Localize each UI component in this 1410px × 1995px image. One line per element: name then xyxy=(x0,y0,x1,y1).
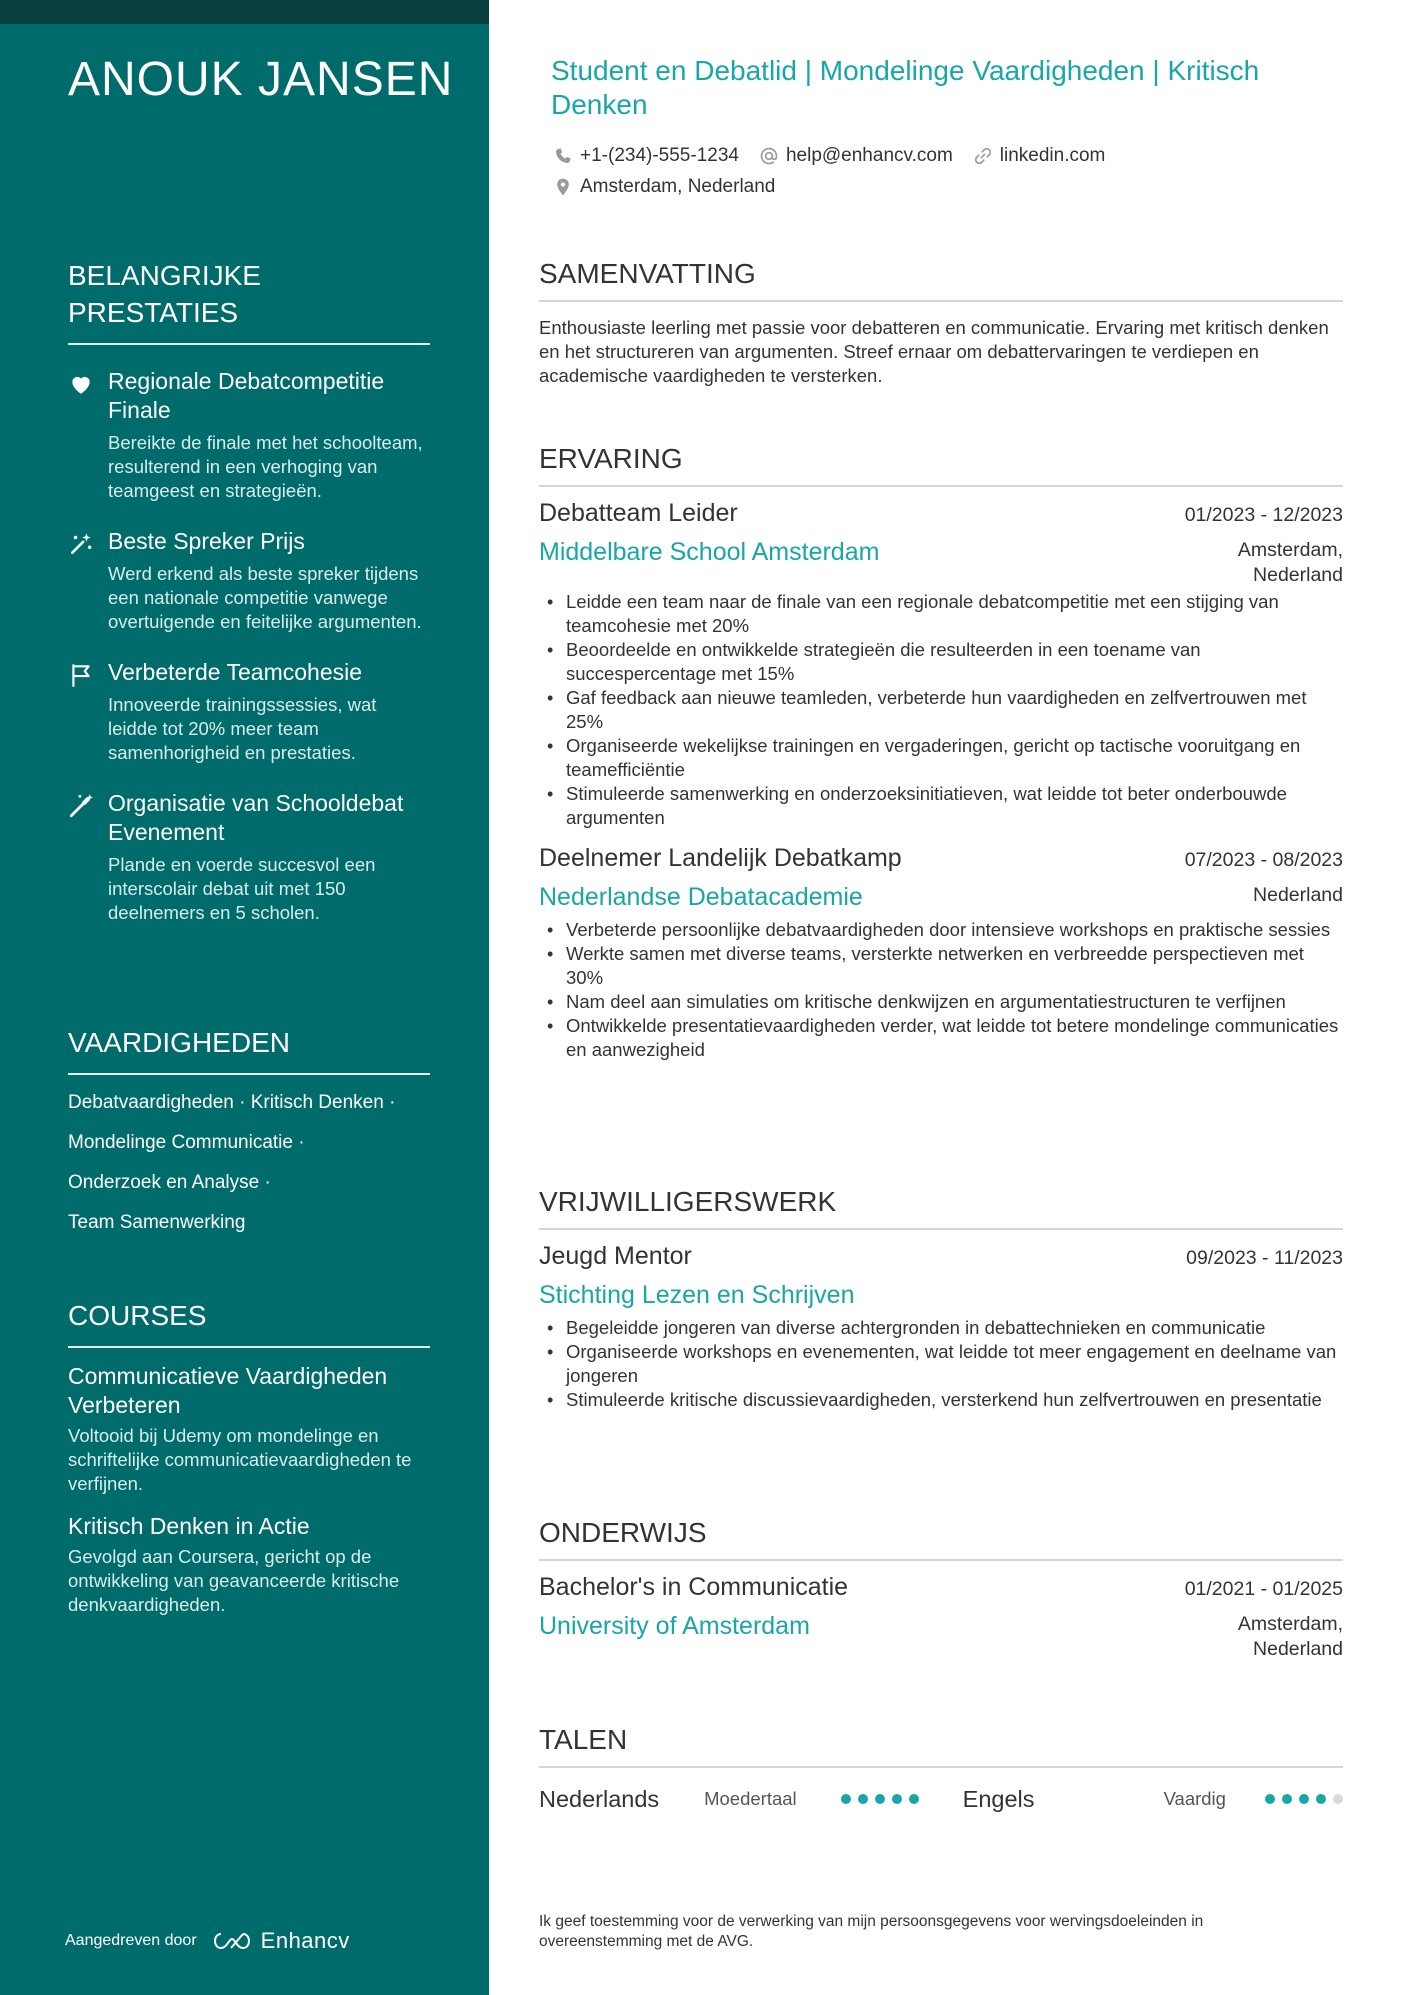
course-title: Kritisch Denken in Actie xyxy=(68,1513,310,1539)
achievement-title: Verbeterde Teamcohesie xyxy=(108,659,363,685)
bullet-item: • Stimuleerde kritische discussievaardigheden, versterkend hun zelfvertrouwen en presentatie xyxy=(539,1388,1343,1412)
enhancv-logo[interactable] xyxy=(209,1928,350,1954)
bullet-item: • Nam deel aan simulaties om kritische denkwijzen en argumentatiestructuren te verfijnen xyxy=(539,990,1343,1014)
education-section xyxy=(539,1515,1343,1662)
experience-heading: ERVARING xyxy=(539,441,1343,487)
courses-section xyxy=(68,1297,430,1617)
language-name: Nederlands xyxy=(539,1785,660,1812)
language-level: Vaardig xyxy=(1163,1788,1226,1809)
course-desc: Gevolgd aan Coursera, gericht op de ontwikkeling van geavanceerde kritische denkvaardigheden. xyxy=(68,1546,400,1615)
contact-email[interactable] xyxy=(759,145,953,167)
contact-info xyxy=(553,140,1343,202)
entry-bullets xyxy=(539,918,1343,1062)
rating-dot xyxy=(1299,1794,1309,1804)
entry-org: Middelbare School Amsterdam xyxy=(539,538,880,566)
summary-text: Enthousiaste leerling met passie voor debatteren en communicatie. Ervaring met kritisch denken en het structureren van argumenten. Streef ernaar om debattervaringen te verdiepen en academische vaardigheden te versterken. xyxy=(539,317,1329,386)
contact-location xyxy=(553,176,775,198)
languages-section xyxy=(539,1722,1343,1816)
courses-heading: COURSES xyxy=(68,1297,430,1348)
phone-text: +1-(234)-555-1234 xyxy=(580,144,739,166)
education-heading: ONDERWIJS xyxy=(539,1515,1343,1561)
achievement-item xyxy=(68,367,430,503)
course-item xyxy=(68,1362,430,1496)
sidebar-top-bar xyxy=(0,0,489,24)
skills-line: Team Samenwerking xyxy=(68,1212,246,1233)
skills-list xyxy=(68,1083,430,1243)
skills-line: Mondelinge Communicatie · xyxy=(68,1132,305,1153)
bullet-item: • Organiseerde workshops en evenementen, wat leidde tot meer engagement en deelname van jongeren xyxy=(539,1340,1343,1388)
rating-dot xyxy=(858,1794,868,1804)
powered-label: Aangedreven door xyxy=(65,1932,197,1949)
entry-bullets xyxy=(539,590,1343,830)
bullet-item: • Leidde een team naar de finale van een regionale debatcompetitie met een stijging van teamcohesie met 20% xyxy=(539,590,1343,638)
bullet-item: • Gaf feedback aan nieuwe teamleden, verbeterde hun vaardigheden en zelfvertrouwen met 25% xyxy=(539,686,1343,734)
gdpr-consent-note: Ik geef toestemming voor de verwerking van mijn persoonsgegevens voor wervingsdoeleinden in overeenstemming met de AVG. xyxy=(539,1913,1204,1950)
rating-dot xyxy=(1316,1794,1326,1804)
sidebar xyxy=(0,0,489,1995)
rating-dot xyxy=(1282,1794,1292,1804)
achievement-item xyxy=(68,658,430,765)
volunteer-entry xyxy=(539,1242,1343,1412)
achievement-desc: Innoveerde trainingssessies, wat leidde tot 20% meer team samenhorigheid en prestaties. xyxy=(108,694,377,763)
achievement-title: Organisatie van Schooldebat Evenement xyxy=(108,790,404,845)
education-entry xyxy=(539,1573,1343,1662)
email-text: help@enhancv.com xyxy=(785,144,953,166)
entry-org: Nederlandse Debatacademie xyxy=(539,883,863,911)
entry-bullets xyxy=(539,1316,1343,1412)
powered-by xyxy=(65,1928,350,1954)
course-title: Communicatieve Vaardigheden Verbeteren xyxy=(68,1363,388,1418)
infinity-icon xyxy=(209,1930,255,1952)
bullet-item: • Begeleidde jongeren van diverse achtergronden in debattechnieken en communicatie xyxy=(539,1316,1343,1340)
enhancv-brand: Enhancv xyxy=(260,1928,350,1953)
location-text: Amsterdam, Nederland xyxy=(580,175,776,197)
course-item xyxy=(68,1512,430,1617)
achievement-item xyxy=(68,527,430,634)
rating-dot xyxy=(1265,1794,1275,1804)
skills-heading: VAARDIGHEDEN xyxy=(68,1024,430,1075)
achievement-title: Regionale Debatcompetitie Finale xyxy=(108,368,385,423)
contact-phone[interactable] xyxy=(553,145,739,167)
entry-location: Nederland xyxy=(1253,884,1343,906)
entry-date: 07/2023 - 08/2023 xyxy=(1184,849,1343,871)
achievements-section xyxy=(68,257,430,925)
volunteer-heading: VRIJWILLIGERSWERK xyxy=(539,1184,1343,1230)
bullet-item: • Werkte samen met diverse teams, versterkte netwerken en verbreedde perspectieven met 30% xyxy=(539,942,1343,990)
language-name: Engels xyxy=(962,1785,1035,1812)
rating-dot xyxy=(892,1794,902,1804)
entry-title: Deelnemer Landelijk Debatkamp xyxy=(539,844,902,872)
rating-dot xyxy=(841,1794,851,1804)
entry-date: 09/2023 - 11/2023 xyxy=(1186,1247,1343,1269)
summary-section xyxy=(539,256,1343,388)
linkedin-text: linkedin.com xyxy=(999,144,1106,166)
achievement-desc: Bereikte de finale met het schoolteam, resulterend in een verhoging van teamgeest en strategieën. xyxy=(108,432,423,501)
skills-line: Onderzoek en Analyse · xyxy=(68,1172,271,1193)
link-icon xyxy=(973,146,993,166)
achievement-title: Beste Spreker Prijs xyxy=(108,528,305,554)
achievement-desc: Werd erkend als beste spreker tijdens een nationale competitie vanwege overtuigende en feitelijke argumenten. xyxy=(108,563,422,632)
wand-icon xyxy=(68,793,94,819)
bullet-item: • Stimuleerde samenwerking en onderzoeksinitiatieven, wat leidde tot beter onderbouwde argumenten xyxy=(539,782,1343,830)
magic-wand-icon xyxy=(68,531,94,557)
experience-entry xyxy=(539,844,1343,1062)
entry-location: Amsterdam, Nederland xyxy=(1237,539,1343,586)
achievement-desc: Plande en voerde succesvol een interscolair debat uit met 150 deelnemers en 5 scholen. xyxy=(108,854,376,923)
rating-dot xyxy=(1333,1794,1343,1804)
headline: Student en Debatlid | Mondelinge Vaardigheden | Kritisch Denken xyxy=(551,55,1260,120)
entry-org: University of Amsterdam xyxy=(539,1612,810,1640)
entry-date: 01/2023 - 12/2023 xyxy=(1184,504,1343,526)
phone-icon xyxy=(553,146,573,166)
bullet-item: • Verbeterde persoonlijke debatvaardigheden door intensieve workshops en praktische sessies xyxy=(539,918,1343,942)
language-rating xyxy=(841,1794,962,1804)
bullet-item: • Beoordeelde en ontwikkelde strategieën die resulteerden in een toename van succespercentage met 15% xyxy=(539,638,1343,686)
rating-dot xyxy=(909,1794,919,1804)
entry-title: Bachelor's in Communicatie xyxy=(539,1573,849,1601)
rating-dot xyxy=(875,1794,885,1804)
flag-icon xyxy=(68,662,94,688)
entry-location: Amsterdam, Nederland xyxy=(1237,1613,1343,1660)
languages-heading: TALEN xyxy=(539,1722,1343,1768)
bullet-item: • Ontwikkelde presentatievaardigheden verder, wat leidde tot betere mondelinge communicaties en aanwezigheid xyxy=(539,1014,1343,1062)
at-icon xyxy=(759,146,779,166)
experience-entry xyxy=(539,499,1343,830)
location-pin-icon xyxy=(553,177,573,197)
entry-title: Debatteam Leider xyxy=(539,499,738,527)
achievement-item xyxy=(68,789,430,925)
language-level: Moedertaal xyxy=(704,1788,797,1809)
summary-heading: SAMENVATTING xyxy=(539,256,1343,302)
entry-title: Jeugd Mentor xyxy=(539,1242,692,1270)
candidate-name: ANOUK JANSEN xyxy=(68,53,454,106)
experience-section xyxy=(539,441,1343,1062)
language-rating xyxy=(1265,1794,1343,1804)
languages-row xyxy=(539,1782,1343,1816)
achievements-heading: BELANGRIJKE PRESTATIES xyxy=(68,257,430,345)
volunteer-section xyxy=(539,1184,1343,1412)
contact-linkedin[interactable] xyxy=(973,145,1106,167)
course-desc: Voltooid bij Udemy om mondelinge en schriftelijke communicatievaardigheden te verfijnen. xyxy=(68,1425,412,1494)
skills-section xyxy=(68,1024,430,1243)
entry-org: Stichting Lezen en Schrijven xyxy=(539,1281,855,1309)
heart-icon xyxy=(68,371,94,397)
entry-date: 01/2021 - 01/2025 xyxy=(1184,1578,1343,1600)
skills-line: Debatvaardigheden · Kritisch Denken · xyxy=(68,1092,396,1113)
bullet-item: • Organiseerde wekelijkse trainingen en vergaderingen, gericht op tactische vooruitgang en teamefficiëntie xyxy=(539,734,1343,782)
